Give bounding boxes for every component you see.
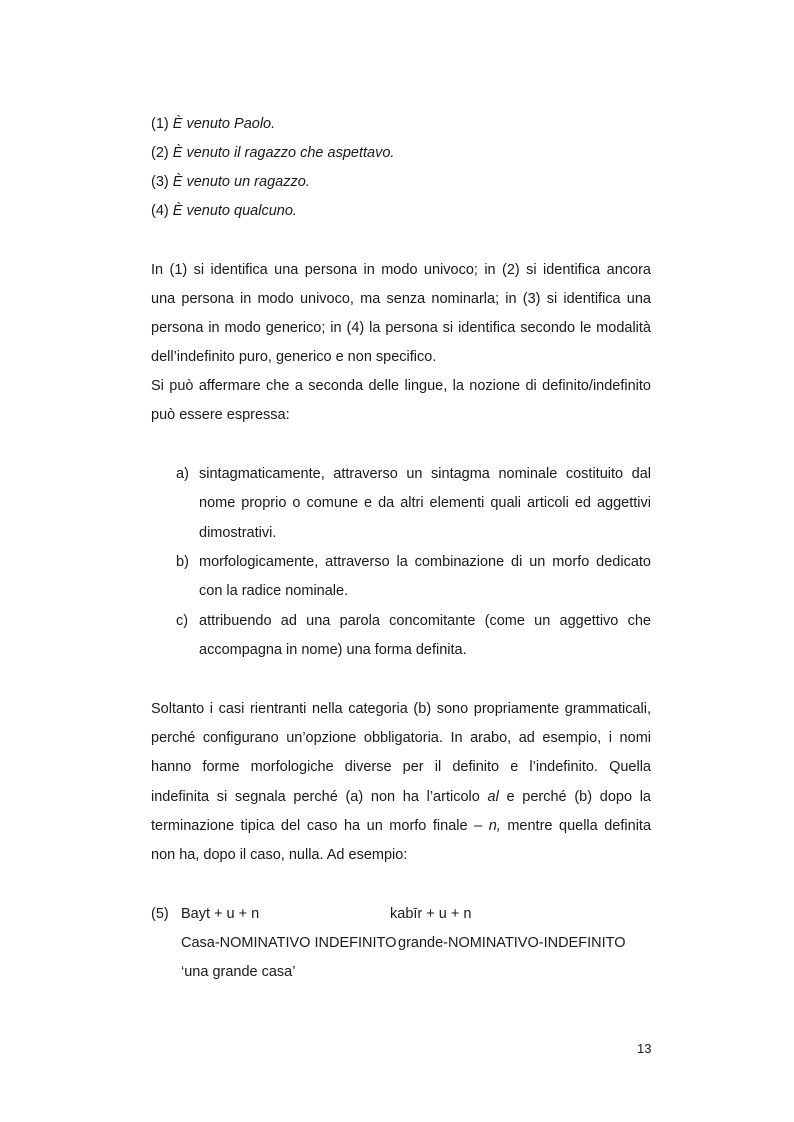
example-5-word1: Bayt + u + n xyxy=(181,906,260,922)
example-5-translation: ‘una grande casa’ xyxy=(181,964,296,980)
paragraph-line: indefinita si segnala perché (a) non ha l’articolo al e perché (b) dopo la xyxy=(151,789,651,805)
page-number: 13 xyxy=(637,1041,652,1056)
paragraph-line: persona in modo generico; in (4) la persona si identifica secondo le modalità xyxy=(151,320,651,336)
example-number: (1) xyxy=(151,116,169,132)
paragraph-line: dell’indefinito puro, generico e non specifico. xyxy=(151,349,437,365)
list-item-line: attribuendo ad una parola concomitante (come un aggettivo che xyxy=(199,613,651,629)
example-1 xyxy=(151,114,275,134)
paragraph-line: hanno forme morfologiche diverse per il definito e l’indefinito. Quella xyxy=(151,759,651,775)
paragraph-line: non ha, dopo il caso, nulla. Ad esempio: xyxy=(151,847,408,863)
list-item-line: nome proprio o comune e da altri elementi quali articoli ed aggettivi xyxy=(199,495,651,511)
example-5-number: (5) xyxy=(151,906,169,922)
example-number: (4) xyxy=(151,203,169,219)
paragraph-line: perché configurano un’opzione obbligatoria. In arabo, ad esempio, i nomi xyxy=(151,730,651,746)
list-marker: b) xyxy=(176,554,189,570)
example-number: (3) xyxy=(151,174,169,190)
paragraph-line: terminazione tipica del caso ha un morfo finale – n, mentre quella definita xyxy=(151,818,652,834)
paragraph-line: può essere espressa: xyxy=(151,407,290,423)
example-5-word2: kabīr + u + n xyxy=(390,906,472,922)
example-5-gloss1: Casa-NOMINATIVO INDEFINITO xyxy=(181,935,397,951)
example-2 xyxy=(151,143,394,163)
list-marker: a) xyxy=(176,466,189,482)
paragraph-line: Si può affermare che a seconda delle lingue, la nozione di definito/indefinito xyxy=(151,378,651,394)
example-text: È venuto qualcuno. xyxy=(172,203,297,219)
example-text: È venuto il ragazzo che aspettavo. xyxy=(172,145,395,161)
list-item-line: con la radice nominale. xyxy=(199,583,349,599)
paragraph-line: una persona in modo univoco, ma senza nominarla; in (3) si identifica una xyxy=(151,291,651,307)
term-n: n, xyxy=(488,818,501,834)
list-item-line: accompagna in nome) una forma definita. xyxy=(199,642,467,658)
paragraph-line: Soltanto i casi rientranti nella categoria (b) sono propriamente grammaticali, xyxy=(151,701,651,717)
example-text: È venuto Paolo. xyxy=(172,116,276,132)
term-al: al xyxy=(487,789,499,805)
example-text: È venuto un ragazzo. xyxy=(172,174,310,190)
paragraph-line: In (1) si identifica una persona in modo univoco; in (2) si identifica ancora xyxy=(151,262,651,278)
example-number: (2) xyxy=(151,145,169,161)
example-3 xyxy=(151,172,310,192)
list-item-line: morfologicamente, attraverso la combinazione di un morfo dedicato xyxy=(199,554,651,570)
list-item-line: dimostrativi. xyxy=(199,525,277,541)
list-marker: c) xyxy=(176,613,189,629)
example-5-gloss2: grande-NOMINATIVO-INDEFINITO xyxy=(398,935,626,951)
list-item-line: sintagmaticamente, attraverso un sintagma nominale costituito dal xyxy=(199,466,651,482)
example-4 xyxy=(151,201,297,221)
